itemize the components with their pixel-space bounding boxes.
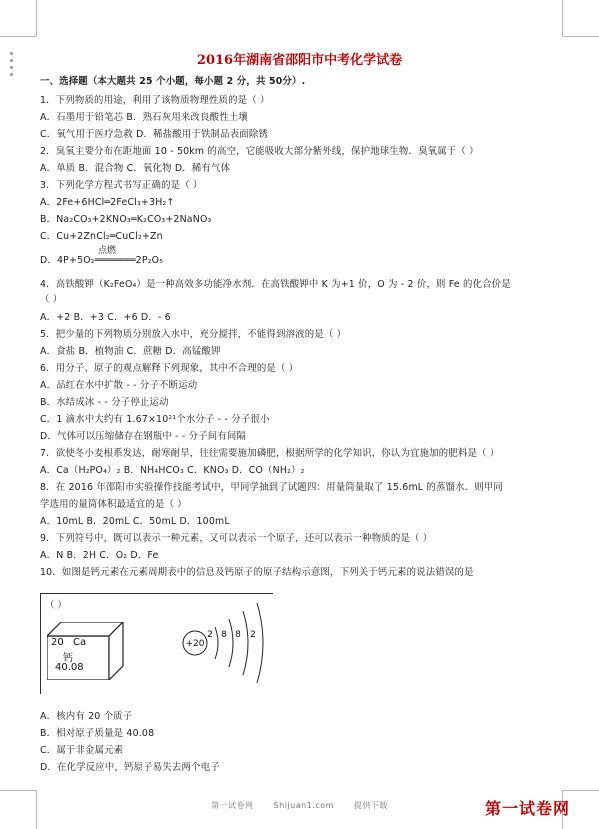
question-5-options: A．食盐 B．植物油 C．蔗糖 D．高锰酸钾 xyxy=(40,346,221,357)
nucleus-charge: +20 xyxy=(185,639,205,649)
crop-mark xyxy=(0,36,36,37)
question-8-cont: 学选用的量筒体积最适宜的是（ ） xyxy=(40,499,187,510)
crop-mark xyxy=(563,790,599,791)
electron-shell-arc xyxy=(243,611,248,675)
question-5: 5．把少量的下列物质分别放入水中，充分搅拌，不能得到溶液的是（ ） xyxy=(40,329,347,340)
question-3: 3．下列化学方程式书写正确的是（ ） xyxy=(40,180,203,191)
question-8-options: A．10mL B．20mL C．50mL D．100mL xyxy=(40,516,230,527)
footer-site-name[interactable]: 第一试卷网 xyxy=(211,801,254,810)
crop-mark xyxy=(36,0,37,36)
question-6-option-c: C．1 滴水中大约有 1.67×10²¹个水分子 - - 分子很小 xyxy=(40,414,270,425)
question-1: 1．下列物质的用途，利用了该物质物理性质的是（ ） xyxy=(40,95,270,106)
atomic-number: 20 xyxy=(51,637,64,648)
question-6-option-d: D．气体可以压缩储存在钢瓶中 - - 分子间有间隔 xyxy=(40,431,247,442)
page-title: 2016年湖南省邵阳市中考化学试卷 xyxy=(196,53,403,68)
question-6-option-a: A．品红在水中扩散 - - 分子不断运动 xyxy=(40,380,198,391)
question-7: 7．欲使冬小麦根系发达，耐寒耐旱，往往需要施加磷肥，根据所学的化学知识，你认为宜施加的肥料是（ ） xyxy=(40,448,500,459)
crop-mark xyxy=(563,36,599,37)
question-6: 6．用分子、原子的观点解释下列现象，其中不合理的是（ ） xyxy=(40,363,299,374)
atomic-mass: 40.08 xyxy=(55,662,84,673)
electron-shell-arc xyxy=(215,627,218,659)
question-1-options-cd: C．氧气用于医疗急救 D．稀盐酸用于铁制品表面除锈 xyxy=(40,129,268,140)
atom-structure-diagram xyxy=(179,597,271,689)
shell-electron-count: 8 xyxy=(221,630,227,640)
shell-electron-count: 2 xyxy=(207,630,213,640)
question-10-option-a: A．核内有 20 个质子 xyxy=(40,711,133,722)
question-4-bracket: （ ） xyxy=(40,294,63,305)
footer-url[interactable]: Shijuan1.com xyxy=(273,801,334,810)
shell-electron-count: 8 xyxy=(235,630,241,640)
question-6-option-b: B．水结成冰 - - 分子停止运动 xyxy=(40,397,169,408)
calcium-figure xyxy=(40,593,273,694)
question-3-option-b: B．Na₂CO₃+2KNO₃═K₂CO₃+2NaNO₃ xyxy=(40,214,212,225)
question-9: 9．下列符号中，既可以表示一种元素，又可以表示一个原子，还可以表示一种物质的是（ ） xyxy=(40,533,433,544)
electron-shell-arc xyxy=(257,603,263,683)
question-10-option-b: B．相对原子质量是 40.08 xyxy=(40,728,155,739)
section-heading: 一、选择题（本大题共 25 个小题，每小题 2 分，共 50分）. xyxy=(40,76,306,87)
question-10: 10．如图是钙元素在元素周期表中的信息及钙原子的原子结构示意图，下列关于钙元素的说法错误的是 xyxy=(40,567,474,578)
reaction-condition: 点燃 xyxy=(98,246,117,256)
question-2: 2．臭氧主要分布在距地面 10 - 50km 的高空，它能吸收大部分紫外线，保护地球生物．臭氧属于（ ） xyxy=(40,146,479,157)
question-10-option-c: C．属于非金属元素 xyxy=(40,745,124,756)
question-2-options: A．单质 B．混合物 C．氧化物 D．稀有气体 xyxy=(40,163,231,174)
question-3-option-c: C．Cu+2ZnCl₂═CuCl₂+Zn xyxy=(40,231,163,242)
question-9-options: A．N B．2H C．O₂ D．Fe xyxy=(40,550,159,561)
element-symbol: Ca xyxy=(73,637,87,648)
crop-mark xyxy=(562,0,563,36)
element-name: 钙 xyxy=(63,653,73,664)
question-3-option-d: D．4P+5O₂═══════2P₂O₅ xyxy=(40,255,164,266)
question-4: 4．高铁酸钾（K₂FeO₄）是一种高效多功能净水剂．在高铁酸钾中 K 为+1 价，O 为 - 2 价，则 Fe 的化合价是 xyxy=(40,279,511,290)
question-10-bracket: （ ） xyxy=(45,600,67,611)
footer-note: 提供下载 xyxy=(353,801,388,810)
periodic-cell-cube xyxy=(47,622,132,680)
question-3-option-a: A．2Fe+6HCl═2FeCl₃+3H₂↑ xyxy=(40,197,175,208)
question-10-option-d: D．在化学反应中，钙原子易失去两个电子 xyxy=(40,762,220,773)
shell-electron-count: 2 xyxy=(250,630,256,640)
brand-logo: 第一试卷网 xyxy=(485,799,571,818)
electron-shell-arc xyxy=(229,619,233,667)
question-4-options: A．+2 B．+3 C．+6 D．- 6 xyxy=(40,312,171,323)
question-1-options-ab: A．石墨用于铅笔芯 B．熟石灰用来改良酸性土壤 xyxy=(40,112,248,123)
crop-mark xyxy=(0,790,36,791)
question-7-options: A．Ca（H₂PO₄）₂ B．NH₄HCO₃ C．KNO₃ D．CO（NH₂）₂ xyxy=(40,465,305,476)
question-8: 8．在 2016 年邵阳市实验操作技能考试中，甲同学抽到了试题四：用量筒量取了 15.6mL 的蒸馏水．则甲同 xyxy=(40,482,503,493)
